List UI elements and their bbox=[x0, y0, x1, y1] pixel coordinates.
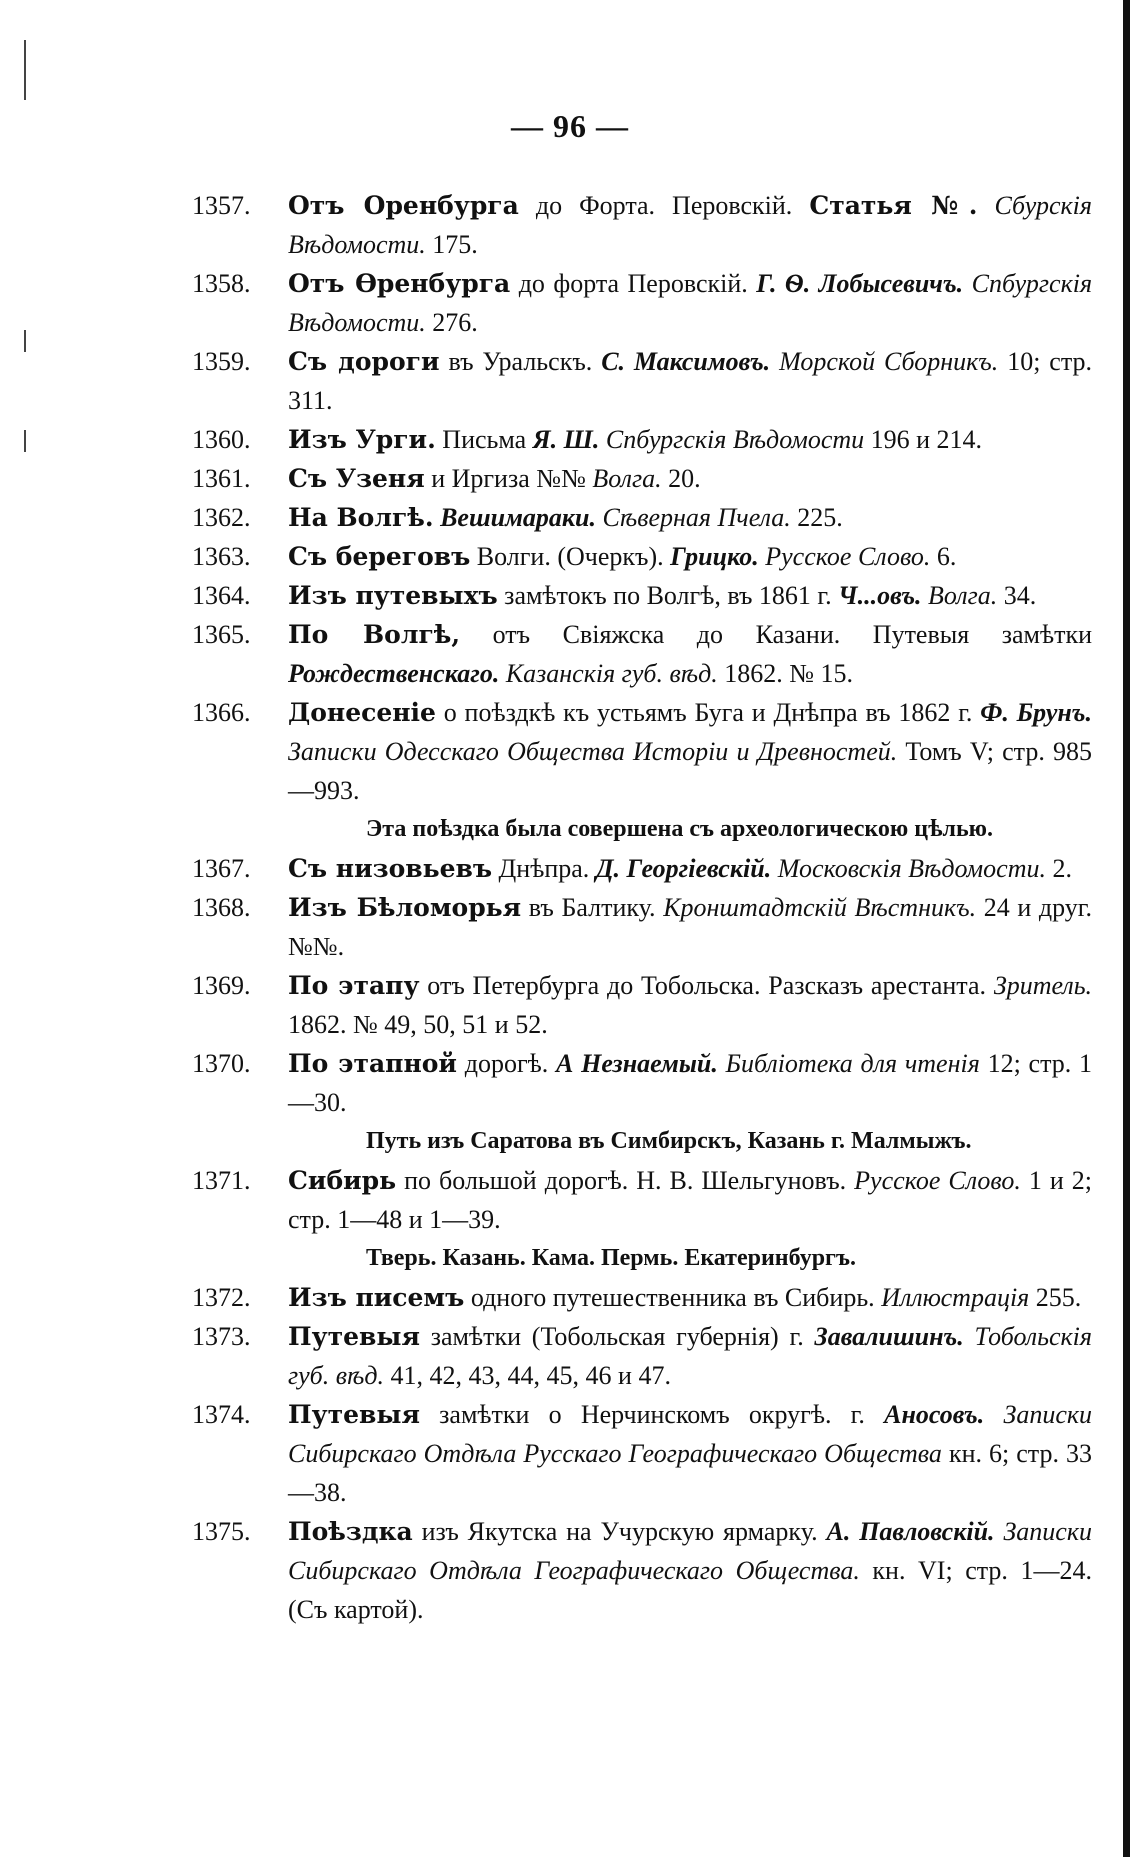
entry-description: изъ Якутска на Учурскую ярмарку. bbox=[421, 1517, 818, 1546]
entry-source: Спбургскія Вѣдомости bbox=[605, 425, 865, 454]
entry-description: одного путешественника въ Сибирь. bbox=[470, 1283, 875, 1312]
bibliography-entry bbox=[192, 888, 1092, 966]
entry-description: замѣтки (Тобольская губернія) г. bbox=[430, 1322, 804, 1351]
entry-title: Изъ писемъ bbox=[288, 1283, 465, 1312]
entry-author: А. Павловскій. bbox=[826, 1517, 995, 1546]
entry-author: Завалишинъ. bbox=[814, 1322, 964, 1351]
entry-number: 1375. bbox=[192, 1517, 251, 1546]
bibliography-entry bbox=[192, 186, 1092, 264]
entry-issue: 34. bbox=[1003, 581, 1037, 610]
entry-text bbox=[288, 615, 1092, 693]
entry-note: Путь изъ Саратова въ Симбирскъ, Казань г. Малмыжъ. bbox=[366, 1128, 972, 1154]
entry-source: Записки Сибирскаго Отдѣла Русскаго Географическаго Общества bbox=[288, 1400, 1093, 1468]
entry-description: до Форта. Перовскій. bbox=[535, 191, 793, 220]
bibliography-entry bbox=[192, 1278, 1092, 1317]
entry-issue: 10; стр. 311. bbox=[288, 347, 1093, 415]
entry-title: Съ дороги bbox=[288, 347, 440, 376]
margin-scan-mark bbox=[24, 40, 26, 100]
margin-scan-mark bbox=[24, 330, 26, 352]
entry-number: 1372. bbox=[192, 1283, 251, 1312]
entry-source: Записки Сибирскаго Отдѣла Географическаго Общества. bbox=[288, 1517, 1093, 1585]
bibliography-entry bbox=[192, 459, 1092, 498]
entry-author: Ф. Брунъ. bbox=[980, 698, 1093, 727]
entry-description: въ Балтику. bbox=[528, 893, 656, 922]
entry-issue: 196 и 214. bbox=[870, 425, 983, 454]
entry-number: 1361. bbox=[192, 464, 251, 493]
bibliography-entry bbox=[192, 849, 1092, 888]
entry-number: 1365. bbox=[192, 620, 251, 649]
entry-number: 1374. bbox=[192, 1400, 251, 1429]
entry-issue: 20. bbox=[668, 464, 701, 493]
entry-title: Путевыя bbox=[288, 1322, 420, 1351]
bibliography-entry bbox=[192, 1512, 1092, 1629]
bibliography-entry bbox=[192, 498, 1092, 537]
entry-description: и Иргиза №№ bbox=[431, 464, 586, 493]
entry-title: Изъ Урги. bbox=[288, 425, 436, 454]
entry-issue: 255. bbox=[1035, 1283, 1082, 1312]
page-number: — 96 — bbox=[511, 108, 629, 144]
entry-source: Иллюстрація bbox=[881, 1283, 1030, 1312]
entry-author: Д. Георгіевскій. bbox=[595, 854, 772, 883]
entry-title: Изъ путевыхъ bbox=[288, 581, 498, 610]
entry-number: 1362. bbox=[192, 503, 251, 532]
entry-title: На Волгѣ. bbox=[288, 503, 434, 532]
entry-source: Записки Одесскаго Общества Исторіи и Древностей. bbox=[288, 737, 898, 766]
bibliography-entry bbox=[192, 1317, 1092, 1395]
entry-description: замѣтокъ по Волгѣ, въ 1861 г. bbox=[504, 581, 832, 610]
entry-article: Статья №. bbox=[809, 191, 978, 220]
entry-description: въ Уральскъ. bbox=[448, 347, 593, 376]
entry-number: 1358. bbox=[192, 269, 251, 298]
entry-issue: 2. bbox=[1052, 854, 1072, 883]
entry-text bbox=[288, 1161, 1092, 1239]
entry-issue: Томъ V; стр. 985—993. bbox=[288, 737, 1093, 805]
entry-source: Сбурскія Вѣдомости. bbox=[288, 191, 1092, 259]
entry-number: 1363. bbox=[192, 542, 251, 571]
entry-number: 1366. bbox=[192, 698, 251, 727]
entry-source: Русское Слово. bbox=[854, 1166, 1021, 1195]
entry-text bbox=[288, 264, 1092, 342]
entry-issue: 41, 42, 43, 44, 45, 46 и 47. bbox=[390, 1361, 671, 1390]
entry-text bbox=[288, 1512, 1092, 1629]
entry-author: Г. Ѳ. Лобысевичъ. bbox=[756, 269, 964, 298]
entry-source: Русское Слово. bbox=[765, 542, 931, 571]
entry-number: 1368. bbox=[192, 893, 251, 922]
entry-note: Эта поѣздка была совершена съ археологическою цѣлью. bbox=[366, 816, 993, 842]
entry-issue: 225. bbox=[797, 503, 843, 532]
entry-title: По этапной bbox=[288, 1049, 457, 1078]
entry-text bbox=[288, 342, 1092, 420]
bibliography-entry bbox=[192, 420, 1092, 459]
entry-author: Вешимараки. bbox=[440, 503, 597, 532]
entry-title: Изъ Бѣломорья bbox=[288, 893, 522, 922]
entry-title: Донесеніе bbox=[288, 698, 436, 727]
entry-source: Сѣверная Пчела. bbox=[602, 503, 791, 532]
entry-title: Отъ Ѳренбурга bbox=[288, 269, 511, 298]
entry-title: Съ Узеня bbox=[288, 464, 425, 493]
entry-author: Рождественскаго. bbox=[288, 659, 500, 688]
entry-author: А Незнаемый. bbox=[556, 1049, 718, 1078]
entry-description: отъ Свіяжска до Казани. Путевыя замѣтки bbox=[492, 620, 1093, 649]
entry-text bbox=[288, 1395, 1092, 1512]
entry-author: Грицко. bbox=[670, 542, 759, 571]
bibliography-entry bbox=[192, 693, 1092, 810]
entry-number: 1357. bbox=[192, 191, 251, 220]
entry-description: дорогѣ. bbox=[464, 1049, 549, 1078]
entry-issue: 1 и 2; стр. 1—48 и 1—39. bbox=[288, 1166, 1093, 1234]
entry-title: Съ низовьевъ bbox=[288, 854, 493, 883]
entry-source: Морской Сборникъ. bbox=[779, 347, 999, 376]
entry-text bbox=[288, 966, 1092, 1044]
margin-scan-mark bbox=[24, 430, 26, 452]
entry-description: до форта Перовскій. bbox=[518, 269, 748, 298]
entry-title: По этапу bbox=[288, 971, 420, 1000]
entry-text bbox=[288, 537, 1092, 576]
bibliography-entry bbox=[192, 576, 1092, 615]
entry-source: Московскія Вѣдомости. bbox=[777, 854, 1046, 883]
bibliography-entry bbox=[192, 1044, 1092, 1122]
entry-number: 1359. bbox=[192, 347, 251, 376]
entry-issue: 276. bbox=[432, 308, 478, 337]
entry-source: Казанскія губ. вѣд. bbox=[505, 659, 718, 688]
entry-description: отъ Петербурга до Тобольска. Разсказъ арестанта. bbox=[427, 971, 987, 1000]
entry-source: Тобольскія губ. вѣд. bbox=[288, 1322, 1092, 1390]
entry-source: Зритель. bbox=[993, 971, 1093, 1000]
scan-page-edge bbox=[1123, 0, 1130, 1857]
bibliography-entry bbox=[192, 966, 1092, 1044]
bibliography-entry bbox=[192, 264, 1092, 342]
bibliography-entry bbox=[192, 537, 1092, 576]
entry-description: Письма bbox=[442, 425, 527, 454]
bibliography-entry bbox=[192, 1161, 1092, 1239]
entry-number: 1367. bbox=[192, 854, 251, 883]
entry-text bbox=[288, 186, 1092, 264]
entry-author: Аносовъ. bbox=[884, 1400, 985, 1429]
entry-text bbox=[288, 1044, 1092, 1122]
entry-text bbox=[288, 459, 1092, 498]
entry-number: 1371. bbox=[192, 1166, 251, 1195]
entry-text bbox=[288, 888, 1092, 966]
entry-issue: 1862. № 49, 50, 51 и 52. bbox=[288, 1010, 548, 1039]
entry-description: Волги. (Очеркъ). bbox=[476, 542, 664, 571]
entry-text bbox=[288, 420, 1092, 459]
entry-issue: 12; стр. 1—30. bbox=[288, 1049, 1093, 1117]
entry-issue: 1862. № 15. bbox=[724, 659, 854, 688]
entry-note: Тверь. Казань. Кама. Пермь. Екатеринбургъ. bbox=[366, 1245, 856, 1271]
bibliography-entry bbox=[192, 1395, 1092, 1512]
entry-text bbox=[288, 576, 1092, 615]
entry-title: По Волгѣ, bbox=[288, 620, 461, 649]
entry-author: С. Максимовъ. bbox=[601, 347, 771, 376]
entry-title: Поѣздка bbox=[288, 1517, 413, 1546]
entry-description: по большой дорогѣ. Н. В. Шельгуновъ. bbox=[404, 1166, 847, 1195]
entry-issue: кн. 6; стр. 33—38. bbox=[288, 1439, 1093, 1507]
entry-number: 1373. bbox=[192, 1322, 251, 1351]
entry-source: Волга. bbox=[928, 581, 998, 610]
bibliography-entry-list bbox=[192, 186, 1092, 1629]
entry-title: Отъ Оренбурга bbox=[288, 191, 519, 220]
entry-number: 1369. bbox=[192, 971, 251, 1000]
entry-title: Сибирь bbox=[288, 1166, 397, 1195]
entry-number: 1360. bbox=[192, 425, 251, 454]
entry-text bbox=[288, 849, 1092, 888]
entry-number: 1370. bbox=[192, 1049, 251, 1078]
entry-issue: кн. VI; стр. 1—24. (Съ картой). bbox=[288, 1556, 1092, 1624]
entry-source: Библіотека для чтенія bbox=[725, 1049, 980, 1078]
entry-issue: 24 и друг. №№. bbox=[288, 893, 1093, 961]
entry-number: 1364. bbox=[192, 581, 251, 610]
entry-title: Путевыя bbox=[288, 1400, 420, 1429]
entry-title: Съ береговъ bbox=[288, 542, 471, 571]
entry-text bbox=[288, 1317, 1092, 1395]
entry-description: Днѣпра. bbox=[498, 854, 590, 883]
entry-author: Ч...овъ. bbox=[838, 581, 922, 610]
entry-author: Я. Ш. bbox=[532, 425, 600, 454]
entry-text bbox=[288, 1278, 1092, 1317]
entry-source: Спбургскія Вѣдомости. bbox=[288, 269, 1093, 337]
entry-issue: 6. bbox=[936, 542, 957, 571]
entry-text bbox=[288, 498, 1092, 537]
entry-issue: 175. bbox=[432, 230, 478, 259]
entry-text bbox=[288, 693, 1092, 810]
bibliography-entry bbox=[192, 615, 1092, 693]
bibliography-entry bbox=[192, 342, 1092, 420]
entry-description: о поѣздкѣ къ устьямъ Буга и Днѣпра въ 1862 г. bbox=[443, 698, 973, 727]
entry-source: Волга. bbox=[592, 464, 662, 493]
entry-description: замѣтки о Нерчинскомъ округѣ. г. bbox=[439, 1400, 865, 1429]
entry-source: Кронштадтскій Вѣстникъ. bbox=[663, 893, 977, 922]
